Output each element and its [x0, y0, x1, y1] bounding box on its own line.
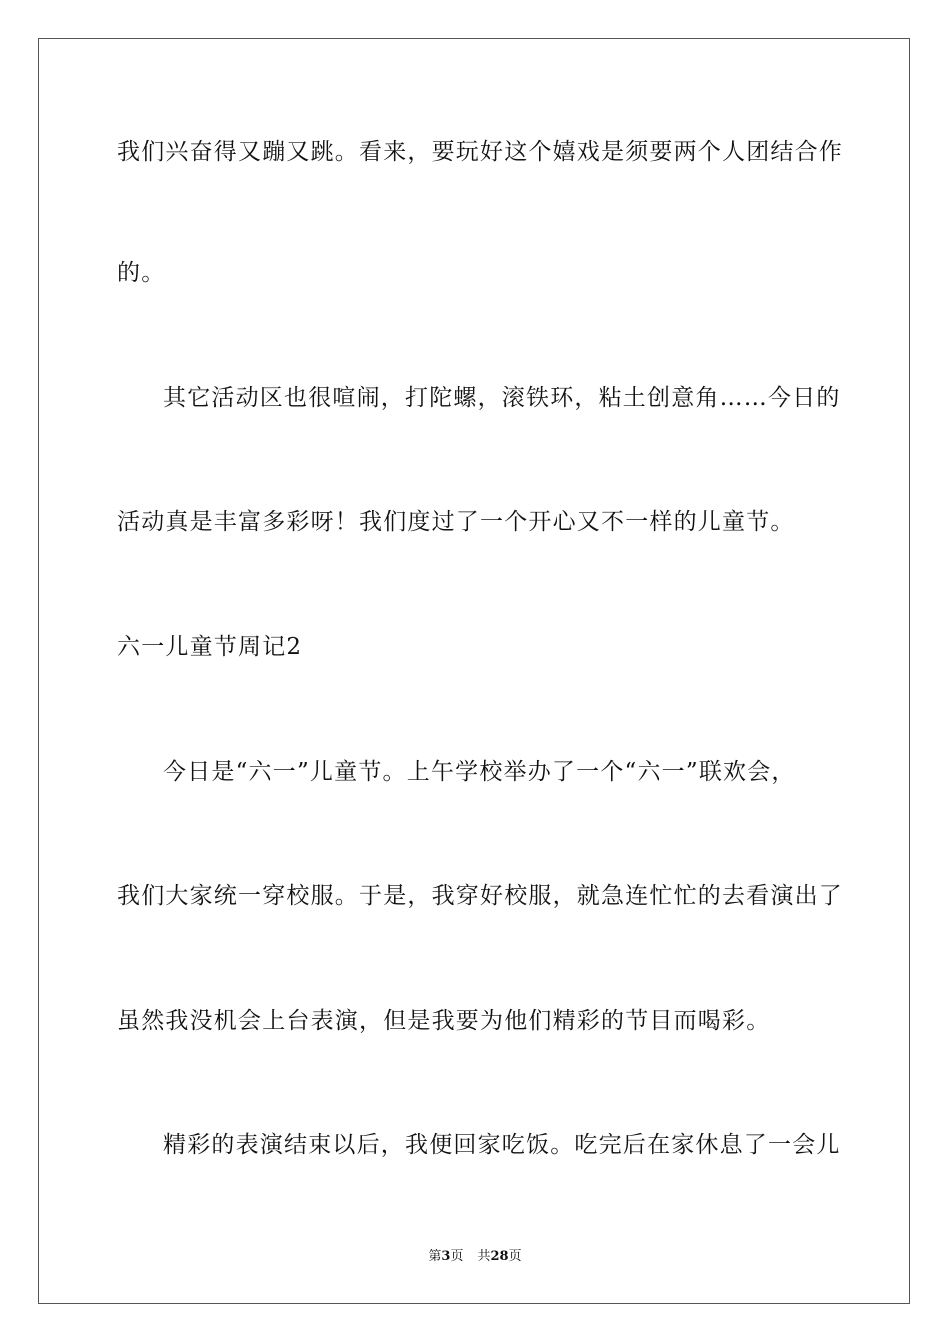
page-prefix: 第 [428, 1249, 442, 1264]
page-suffix: 页 [450, 1249, 464, 1264]
total-suffix: 页 [508, 1249, 522, 1264]
paragraph-line-1: 我们兴奋得又蹦又跳。看来，要玩好这个嬉戏是须要两个人团结合作 [117, 139, 843, 165]
total-pages: 28 [490, 1249, 509, 1264]
paragraph-line-8: 虽然我没机会上台表演，但是我要为他们精彩的节目而喝彩。 [117, 1008, 771, 1034]
total-prefix: 共 [477, 1249, 491, 1264]
paragraph-line-7: 我们大家统一穿校服。于是，我穿好校服，就急连忙忙的去看演出了 [117, 883, 843, 909]
paragraph-line-9: 精彩的表演结束以后，我便回家吃饭。吃完后在家休息了一会儿 [163, 1132, 841, 1158]
page-number: 3 [441, 1249, 451, 1264]
page-footer [0, 1248, 950, 1266]
paragraph-line-6: 今日是“六一”儿童节。上午学校举办了一个“六一”联欢会， [163, 759, 796, 785]
paragraph-line-2: 的。 [117, 260, 166, 286]
section-heading: 六一儿童节周记2 [117, 634, 303, 660]
page-border [38, 38, 910, 1304]
paragraph-line-3: 其它活动区也很喧闹，打陀螺，滚铁环，粘土创意角……今日的 [163, 385, 841, 411]
paragraph-line-4: 活动真是丰富多彩呀！我们度过了一个开心又不一样的儿童节。 [117, 509, 795, 535]
